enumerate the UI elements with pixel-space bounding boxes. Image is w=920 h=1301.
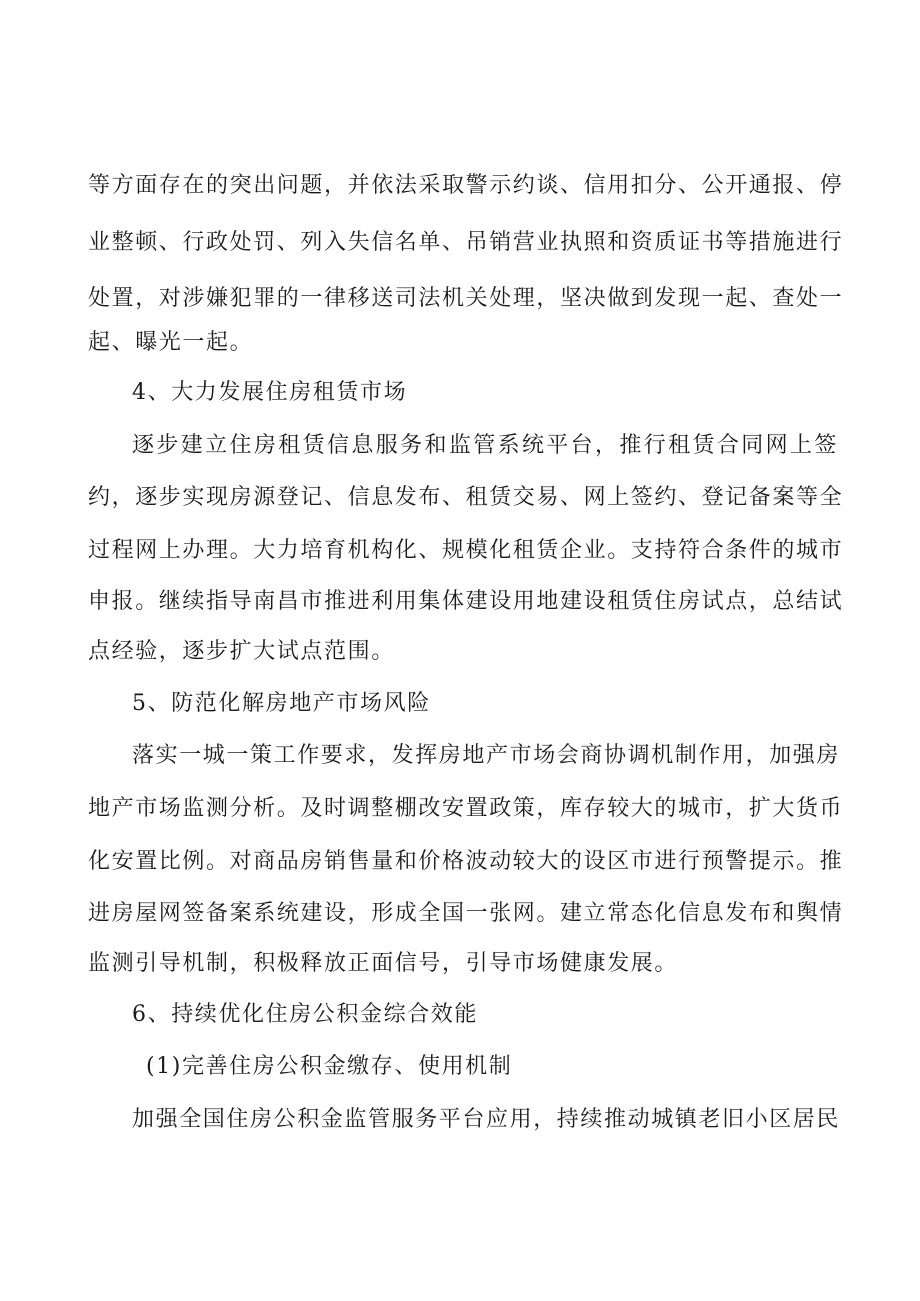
paragraph-line: 加强全国住房公积金监管服务平台应用，持续推动城镇老旧小区居民: [132, 1107, 841, 1132]
paragraph-line: 等方面存在的突出问题，并依法采取警示约谈、信用扣分、公开通报、停: [88, 173, 844, 198]
paragraph-line: 落实一城一策工作要求，发挥房地产市场会商协调机制作用，加强房: [132, 743, 841, 768]
paragraph-line: 约，逐步实现房源登记、信息发布、租赁交易、网上签约、登记备案等全: [88, 485, 844, 510]
paragraph-line: 化安置比例。对商品房销售量和价格波动较大的设区市进行预警提示。推: [88, 849, 844, 874]
section-heading: 4、大力发展住房租赁市场: [132, 380, 408, 405]
section-heading: 5、防范化解房地产市场风险: [132, 691, 431, 716]
paragraph-line: 业整顿、行政处罚、列入失信名单、吊销营业执照和资质证书等措施进行: [88, 230, 844, 255]
paragraph-line: 处置，对涉嫌犯罪的一律移送司法机关处理，坚决做到发现一起、查处一: [88, 286, 844, 311]
paragraph-line: 过程网上办理。大力培育机构化、规模化租赁企业。支持符合条件的城市: [88, 538, 844, 563]
paragraph-line: 起、曝光一起。: [88, 330, 254, 355]
paragraph-line: 申报。继续指导南昌市推进利用集体建设用地建设租赁住房试点，总结试: [88, 589, 844, 614]
paragraph-line: 进房屋网签备案系统建设，形成全国一张网。建立常态化信息发布和舆情: [88, 901, 844, 926]
section-heading: 6、持续优化住房公积金综合效能: [132, 1002, 478, 1027]
paragraph-line: 逐步建立住房租赁信息服务和监管系统平台，推行租赁合同网上签: [132, 433, 838, 458]
paragraph-line: 点经验，逐步扩大试点范围。: [88, 639, 395, 664]
paragraph-line: 监测引导机制，积极释放正面信号，引导市场健康发展。: [88, 951, 679, 976]
subsection-heading: (1)完善住房公积金缴存、使用机制: [146, 1054, 513, 1079]
paragraph-line: 地产市场监测分析。及时调整棚改安置政策，库存较大的城市，扩大货币: [88, 796, 844, 821]
